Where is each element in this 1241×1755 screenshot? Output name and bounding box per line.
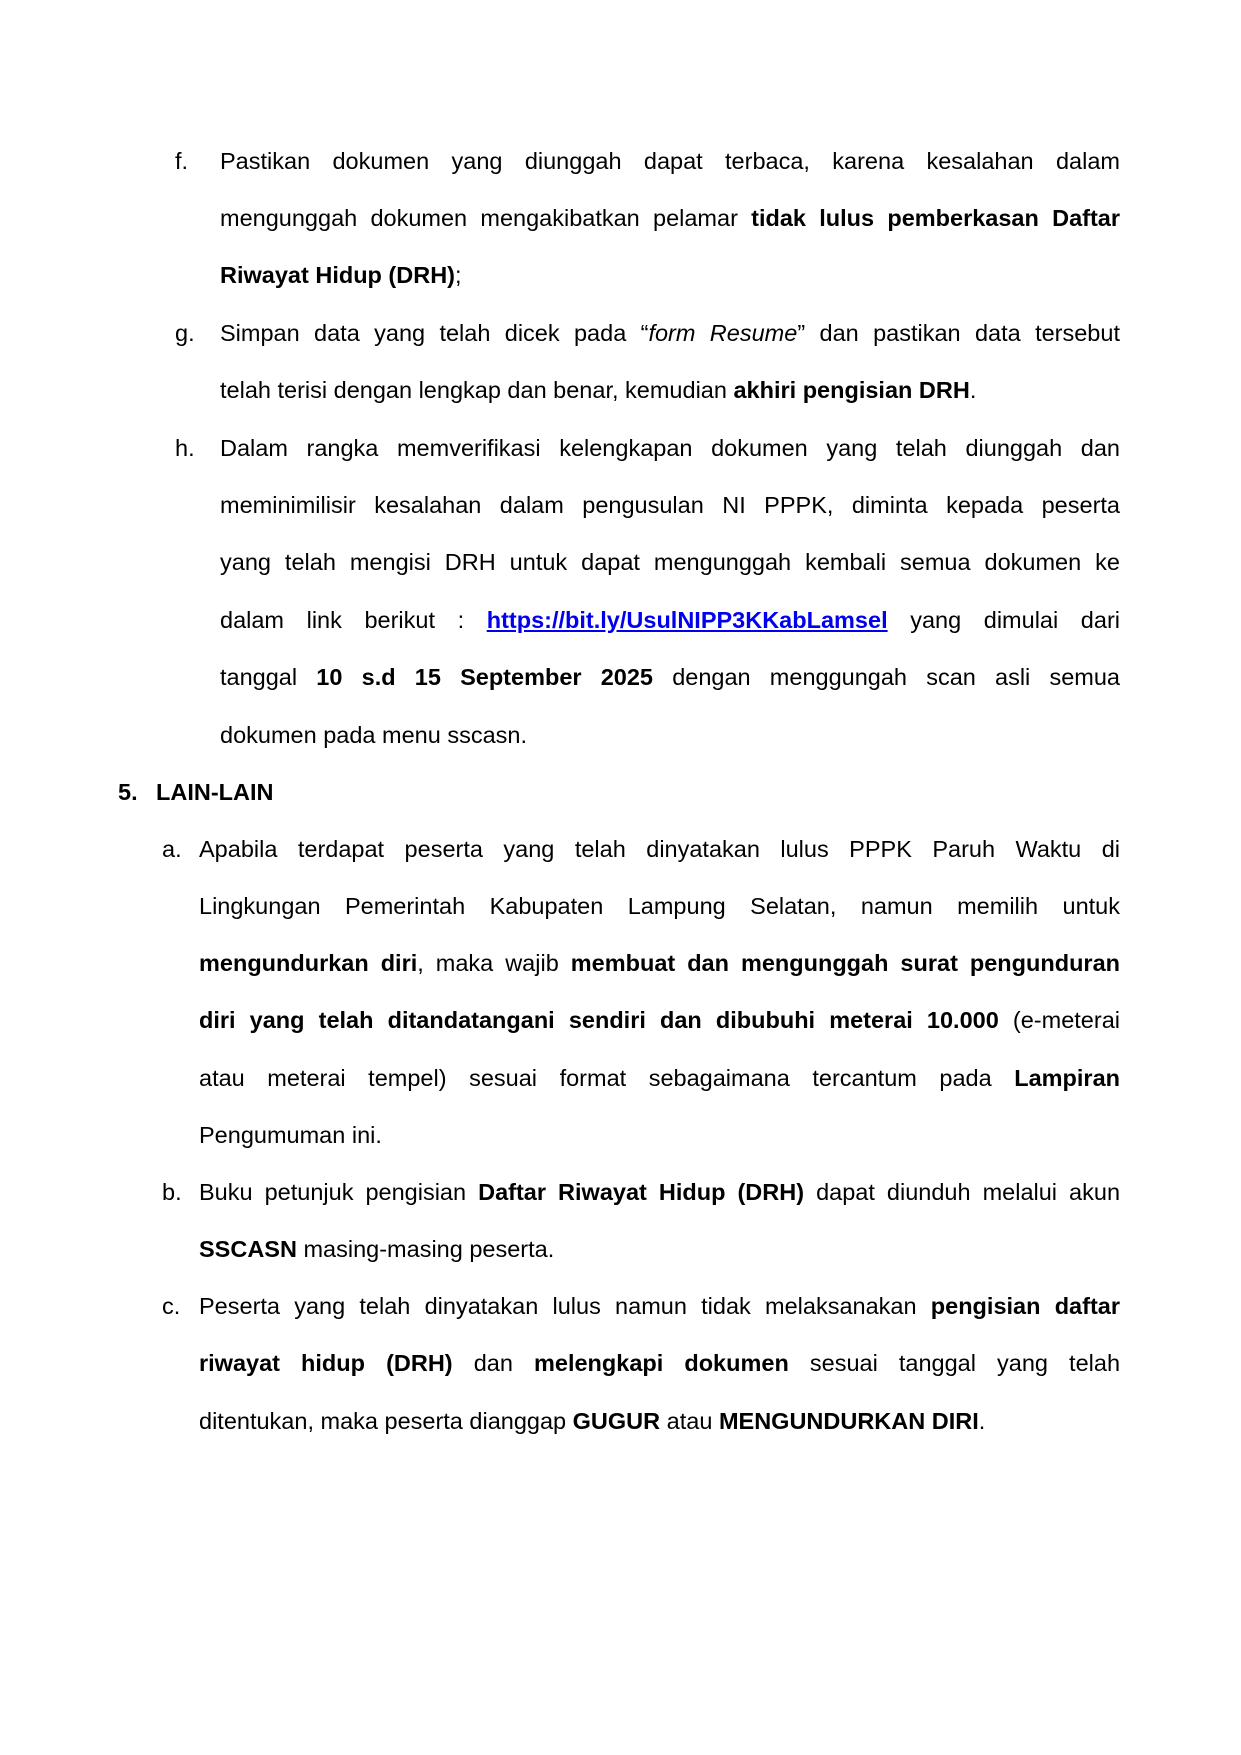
paragraph-line	[199, 1063, 1120, 1093]
text: Pengumuman ini.	[199, 1122, 382, 1148]
text: atau	[660, 1408, 719, 1434]
text: tanggal	[220, 664, 317, 690]
paragraph-line	[220, 260, 462, 290]
list-marker: c.	[162, 1293, 181, 1319]
paragraph-line	[199, 891, 1120, 921]
paragraph-line	[220, 605, 1120, 635]
list-marker: f.	[175, 148, 189, 174]
bold-text: pengisian daftar	[930, 1293, 1120, 1319]
text: Dalam rangka memverifikasi kelengkapan dokumen yang telah diunggah dan	[220, 435, 1120, 461]
paragraph-line	[220, 547, 1120, 577]
text: dokumen pada menu sscasn.	[220, 722, 527, 748]
paragraph-line	[220, 433, 1120, 463]
text: mengunggah dokumen mengakibatkan pelamar	[220, 205, 752, 231]
text: dalam link berikut :	[220, 607, 487, 633]
paragraph-line	[199, 1348, 1120, 1378]
paragraph-line	[199, 948, 1120, 978]
list-marker: a.	[162, 836, 182, 862]
list-marker: b.	[162, 1179, 182, 1205]
text: Lingkungan Pemerintah Kabupaten Lampung Selatan, namun memilih untuk	[199, 893, 1120, 919]
text: Buku petunjuk pengisian	[199, 1179, 479, 1205]
bold-text: GUGUR	[572, 1408, 661, 1434]
text: Apabila terdapat peserta yang telah dinyatakan lulus PPPK Paruh Waktu di	[199, 836, 1120, 862]
paragraph-line	[199, 1177, 1120, 1207]
text: masing-masing peserta.	[296, 1236, 555, 1262]
paragraph-line	[220, 146, 1120, 176]
text: , maka wajib	[417, 950, 571, 976]
text: dan	[452, 1350, 534, 1376]
text: dengan menggungah scan asli semua	[653, 664, 1120, 690]
bold-text: SSCASN	[199, 1236, 297, 1262]
text: yang telah mengisi DRH untuk dapat mengunggah kembali semua dokumen ke	[220, 549, 1120, 575]
bold-text: membuat dan mengunggah surat pengunduran	[570, 950, 1120, 976]
text: meminimilisir kesalahan dalam pengusulan NI PPPK, diminta kepada peserta	[220, 492, 1120, 518]
paragraph-line	[220, 662, 1120, 692]
text: dapat diunduh melalui akun	[804, 1179, 1121, 1205]
paragraph-line	[199, 1406, 985, 1436]
bold-text: 10 s.d 15 September 2025	[316, 664, 654, 690]
text: ditentukan, maka peserta dianggap	[199, 1408, 573, 1434]
bold-text: diri yang telah ditandatangani sendiri dan dibubuhi meterai 10.000	[199, 1007, 999, 1033]
section-number: 5.	[118, 779, 138, 805]
section-title: LAIN-LAIN	[156, 779, 274, 805]
list-marker: h.	[175, 435, 195, 461]
text: (e-meterai	[998, 1007, 1120, 1033]
paragraph-line	[199, 834, 1120, 864]
text: telah terisi dengan lengkap dan benar, kemudian	[220, 377, 734, 403]
text: .	[969, 377, 977, 403]
text: Pastikan dokumen yang diunggah dapat terbaca, karena kesalahan dalam	[220, 148, 1120, 174]
bold-text: riwayat hidup (DRH)	[199, 1350, 453, 1376]
paragraph-line	[199, 1005, 1120, 1035]
text: yang dimulai dari	[887, 607, 1120, 633]
list-marker: g.	[175, 320, 195, 346]
bold-text: mengundurkan diri	[199, 950, 418, 976]
paragraph-line	[199, 1234, 554, 1264]
text: Simpan data yang telah dicek pada “	[220, 320, 649, 346]
text: atau meterai tempel) sesuai format sebagaimana tercantum pada	[199, 1065, 1015, 1091]
text: Peserta yang telah dinyatakan lulus namun tidak melaksanakan	[199, 1293, 931, 1319]
text: ;	[455, 262, 462, 288]
text: .	[978, 1408, 986, 1434]
italic-text: form Resume	[648, 320, 798, 346]
bold-text: Lampiran	[1014, 1065, 1120, 1091]
text: sesuai tanggal yang telah	[788, 1350, 1121, 1376]
registration-link[interactable]: https://bit.ly/UsulNIPP3KKabLamsel	[486, 607, 888, 633]
paragraph-line	[220, 720, 527, 750]
bold-text: Daftar Riwayat Hidup (DRH)	[478, 1179, 805, 1205]
paragraph-line	[199, 1120, 382, 1150]
paragraph-line	[220, 490, 1120, 520]
bold-text: melengkapi dokumen	[533, 1350, 789, 1376]
paragraph-line	[220, 318, 1120, 348]
bold-text: MENGUNDURKAN DIRI	[718, 1408, 979, 1434]
bold-text: tidak lulus pemberkasan Daftar	[751, 205, 1121, 231]
paragraph-line	[199, 1291, 1120, 1321]
bold-text: Riwayat Hidup (DRH)	[220, 262, 455, 288]
bold-text: akhiri pengisian DRH	[733, 377, 970, 403]
text: ” dan pastikan data tersebut	[797, 320, 1120, 346]
paragraph-line	[220, 375, 976, 405]
paragraph-line	[220, 203, 1120, 233]
